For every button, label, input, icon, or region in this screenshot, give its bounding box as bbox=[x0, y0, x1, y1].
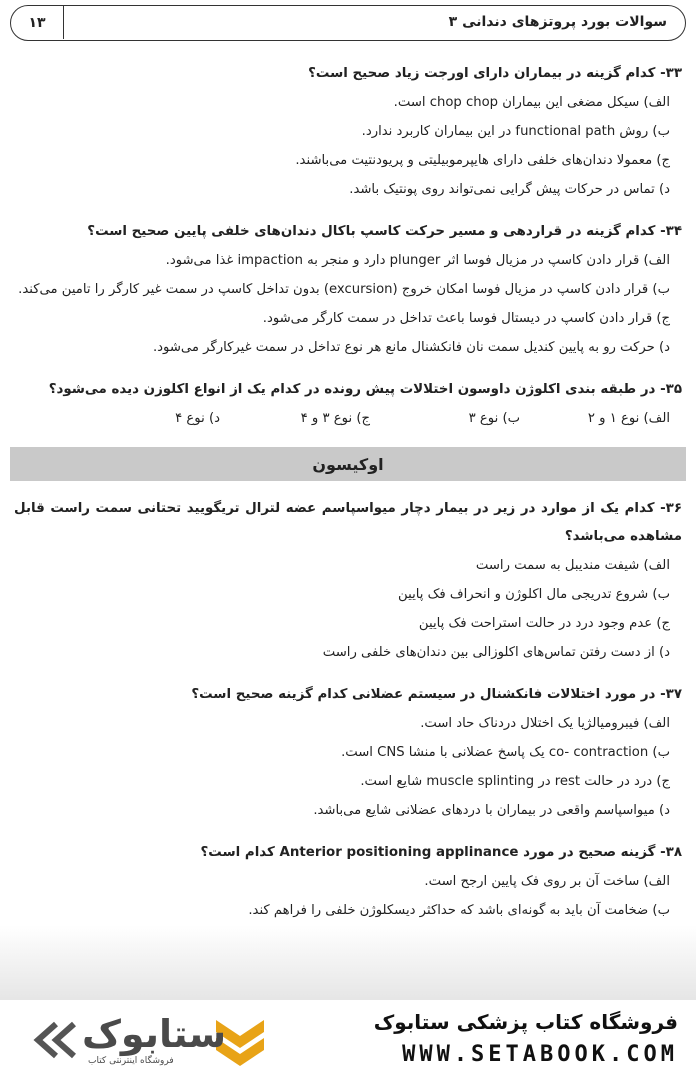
option-b: ب) روش functional path در این بیماران کاربرد ندارد. bbox=[361, 124, 670, 139]
option-d: د) نوع ۴ bbox=[175, 411, 220, 426]
logo-brand-text: ستابوک bbox=[82, 1012, 227, 1056]
option-c: ج) قرار دادن کاسپ در دیستال فوسا باعث تداخل در سمت کارگر می‌شود. bbox=[262, 311, 670, 326]
question-text: ۳۸- گزینه صحیح در مورد Anterior positioning applinance کدام است؟ bbox=[200, 845, 682, 860]
setabook-logo bbox=[28, 1012, 278, 1072]
question-text: ۳۷- در مورد اختلالات فانکشنال در سیستم عضلانی کدام گزینه صحیح است؟ bbox=[191, 687, 682, 702]
option-d: د) حرکت رو به پایین کندیل سمت نان فانکشنال مانع هر نوع تداخل در سمت غیرکارگر می‌شود. bbox=[152, 340, 670, 355]
question-text: ۳۳- کدام گزینه در بیماران دارای اورجت زیاد صحیح است؟ bbox=[308, 66, 682, 81]
inline-options bbox=[14, 404, 682, 433]
option-b: ب) ضخامت آن باید به گونه‌ای باشد که حداکثر دیسکلوژن خلفی را فراهم کند. bbox=[248, 903, 670, 918]
option-b: ب) شروع تدریجی مال اکلوژن و انحراف فک پایین bbox=[398, 587, 670, 602]
question-text: ۳۵- در طبقه بندی اکلوژن داوسون اختلالات پیش رونده در کدام یک از انواع اکلوزن دیده می‌شود؟ bbox=[48, 382, 682, 397]
question-38 bbox=[14, 839, 682, 925]
option-a: الف) ساخت آن بر روی فک پایین ارجح است. bbox=[424, 874, 670, 889]
option-d: د) تماس در حرکات پیش گرایی نمی‌تواند روی پونتیک باشد. bbox=[349, 182, 670, 197]
question-37 bbox=[14, 681, 682, 825]
option-b: ب) co- contraction یک پاسخ عضلانی با منشا CNS است. bbox=[341, 745, 670, 760]
option-c: ج) عدم وجود درد در حالت استراحت فک پایین bbox=[418, 616, 670, 631]
option-d: د) از دست رفتن تماس‌های اکلوزالی بین دندان‌های خلفی راست bbox=[322, 645, 670, 660]
shop-name: فروشگاه کتاب پزشکی ستابوک bbox=[373, 1010, 678, 1034]
footer-banner bbox=[0, 1000, 696, 1080]
page-number: ۱۳ bbox=[11, 6, 64, 39]
page-header bbox=[10, 5, 686, 41]
question-text: ۳۴- کدام گزینه در قراردهی و مسیر حرکت کاسپ باکال دندان‌های خلفی پایین صحیح است؟ bbox=[87, 224, 682, 239]
option-a: الف) شیفت مندیبل به سمت راست bbox=[475, 558, 670, 573]
content bbox=[14, 60, 682, 939]
question-36 bbox=[14, 495, 682, 667]
option-c: ج) معمولا دندان‌های خلفی دارای هایپرموبیلیتی و پریودنتیت می‌باشند. bbox=[295, 153, 670, 168]
option-a: الف) سیکل مضغی این بیماران chop chop است. bbox=[393, 95, 670, 110]
question-text: ۳۶- کدام یک از موارد در زیر در بیمار دچار میواسپاسم عضه لترال تریگویید تحتانی سمت راست قابل مشاهده می‌باشد؟ bbox=[14, 501, 682, 544]
shop-url[interactable]: WWW.SETABOOK.COM bbox=[402, 1042, 678, 1067]
option-a: الف) قرار دادن کاسپ در مزیال فوسا اثر plunger دارد و منجر به impaction غذا می‌شود. bbox=[165, 253, 670, 268]
section-heading: اوکیسون bbox=[10, 447, 686, 481]
logo-tagline: فروشگاه اینترنتی کتاب bbox=[88, 1056, 174, 1066]
page-fade-overlay bbox=[0, 925, 696, 1005]
option-b: ب) قرار دادن کاسپ در مزیال فوسا امکان خروج (excursion) بدون تداخل کاسپ در سمت غیر کارگر را تامین می‌کند. bbox=[18, 282, 670, 297]
question-33 bbox=[14, 60, 682, 204]
option-b: ب) نوع ۳ bbox=[468, 411, 520, 426]
option-a: الف) نوع ۱ و ۲ bbox=[587, 411, 670, 426]
question-34 bbox=[14, 218, 682, 362]
option-a: الف) فیبرومیالژیا یک اختلال دردناک حاد است. bbox=[420, 716, 670, 731]
option-c: ج) درد در حالت rest در muscle splinting شایع است. bbox=[360, 774, 670, 789]
option-d: د) میواسپاسم واقعی در بیماران با دردهای عضلانی شایع می‌باشد. bbox=[313, 803, 670, 818]
question-35 bbox=[14, 376, 682, 433]
page-title: سوالات بورد پروتزهای دندانی ۳ bbox=[448, 14, 667, 30]
option-c: ج) نوع ۳ و ۴ bbox=[300, 411, 370, 426]
